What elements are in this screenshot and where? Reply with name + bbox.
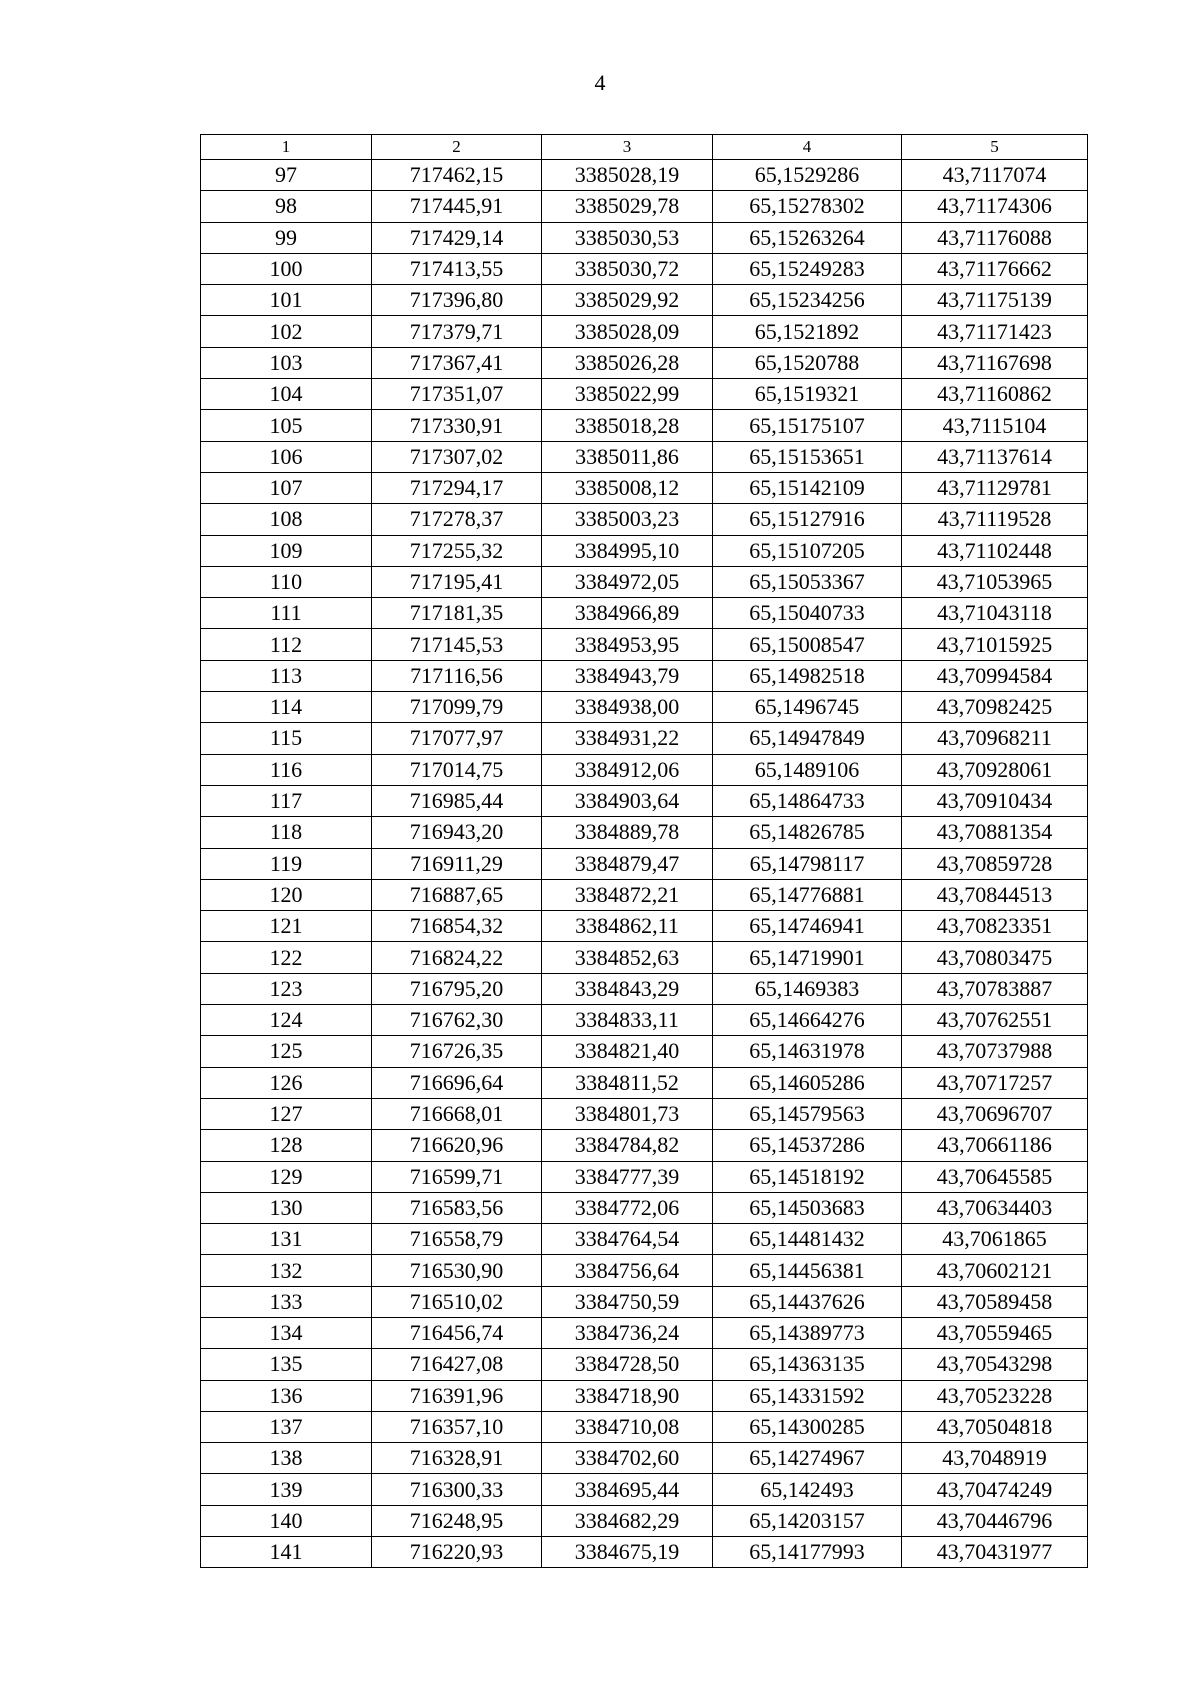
table-cell: 101: [201, 285, 372, 316]
table-cell: 65,14982518: [713, 660, 902, 691]
table-cell: 716726,35: [372, 1036, 542, 1067]
table-cell: 43,7048919: [902, 1443, 1088, 1474]
table-cell: 43,71053965: [902, 566, 1088, 597]
table-cell: 140: [201, 1505, 372, 1536]
table-cell: 118: [201, 817, 372, 848]
table-cell: 43,70523228: [902, 1380, 1088, 1411]
table-cell: 132: [201, 1255, 372, 1286]
table-cell: 43,70543298: [902, 1349, 1088, 1380]
table-row: [201, 1474, 1088, 1505]
table-cell: 3384872,21: [542, 879, 713, 910]
table-row: [201, 472, 1088, 503]
table-cell: 717294,17: [372, 472, 542, 503]
table-cell: 3384811,52: [542, 1067, 713, 1098]
table-cell: 65,14776881: [713, 879, 902, 910]
table-cell: 43,70844513: [902, 879, 1088, 910]
table-cell: 716854,32: [372, 911, 542, 942]
table-cell: 3385028,19: [542, 160, 713, 191]
table-cell: 65,14518192: [713, 1161, 902, 1192]
table-row: [201, 754, 1088, 785]
header-row: [201, 135, 1088, 160]
table-row: [201, 598, 1088, 629]
table-cell: 3384843,29: [542, 973, 713, 1004]
table-row: [201, 379, 1088, 410]
table-cell: 65,15153651: [713, 441, 902, 472]
table-cell: 112: [201, 629, 372, 660]
table-cell: 3384821,40: [542, 1036, 713, 1067]
table-cell: 3384784,82: [542, 1130, 713, 1161]
table-cell: 3385028,09: [542, 316, 713, 347]
table-cell: 65,1521892: [713, 316, 902, 347]
table-cell: 103: [201, 347, 372, 378]
table-header: [201, 135, 1088, 160]
table-row: [201, 660, 1088, 691]
table-cell: 3384718,90: [542, 1380, 713, 1411]
table-cell: 65,142493: [713, 1474, 902, 1505]
coordinates-table: [200, 134, 1088, 1568]
table-cell: 123: [201, 973, 372, 1004]
table-cell: 716583,56: [372, 1192, 542, 1223]
table-cell: 65,1489106: [713, 754, 902, 785]
table-cell: 65,14363135: [713, 1349, 902, 1380]
table-cell: 120: [201, 879, 372, 910]
table-cell: 43,71171423: [902, 316, 1088, 347]
table-cell: 716558,79: [372, 1224, 542, 1255]
table-row: [201, 222, 1088, 253]
table-cell: 3384879,47: [542, 848, 713, 879]
table-cell: 99: [201, 222, 372, 253]
table-row: [201, 1255, 1088, 1286]
table-cell: 43,71176088: [902, 222, 1088, 253]
table-row: [201, 973, 1088, 1004]
table-cell: 43,71167698: [902, 347, 1088, 378]
table-cell: 65,14605286: [713, 1067, 902, 1098]
table-row: [201, 191, 1088, 222]
table-cell: 65,14437626: [713, 1286, 902, 1317]
table-row: [201, 566, 1088, 597]
table-cell: 43,70474249: [902, 1474, 1088, 1505]
table-cell: 716530,90: [372, 1255, 542, 1286]
table-cell: 43,71175139: [902, 285, 1088, 316]
table-cell: 102: [201, 316, 372, 347]
table-cell: 3385018,28: [542, 410, 713, 441]
table-cell: 3384852,63: [542, 942, 713, 973]
table-body: [201, 160, 1088, 1568]
table-cell: 65,14798117: [713, 848, 902, 879]
table-cell: 716300,33: [372, 1474, 542, 1505]
table-cell: 717181,35: [372, 598, 542, 629]
table-cell: 65,14631978: [713, 1036, 902, 1067]
table-cell: 43,71174306: [902, 191, 1088, 222]
table-cell: 3384801,73: [542, 1098, 713, 1129]
table-cell: 65,14331592: [713, 1380, 902, 1411]
table-cell: 3384903,64: [542, 785, 713, 816]
table-cell: 3385030,53: [542, 222, 713, 253]
table-cell: 3384953,95: [542, 629, 713, 660]
column-header: 5: [902, 135, 1088, 160]
table-cell: 65,15234256: [713, 285, 902, 316]
table-cell: 43,70661186: [902, 1130, 1088, 1161]
table-cell: 716510,02: [372, 1286, 542, 1317]
table-row: [201, 1005, 1088, 1036]
table-cell: 3385029,78: [542, 191, 713, 222]
table-cell: 43,71160862: [902, 379, 1088, 410]
table-cell: 43,71176662: [902, 253, 1088, 284]
table-row: [201, 160, 1088, 191]
table-cell: 65,14664276: [713, 1005, 902, 1036]
table-cell: 716220,93: [372, 1537, 542, 1568]
table-cell: 3384750,59: [542, 1286, 713, 1317]
table-cell: 65,14579563: [713, 1098, 902, 1129]
table-cell: 3385003,23: [542, 504, 713, 535]
table-row: [201, 1130, 1088, 1161]
table-cell: 3384889,78: [542, 817, 713, 848]
table-cell: 65,15008547: [713, 629, 902, 660]
table-cell: 65,14864733: [713, 785, 902, 816]
table-cell: 3385011,86: [542, 441, 713, 472]
table-row: [201, 253, 1088, 284]
column-header: 3: [542, 135, 713, 160]
table-cell: 3384931,22: [542, 723, 713, 754]
table-cell: 3384777,39: [542, 1161, 713, 1192]
table-row: [201, 410, 1088, 441]
table-cell: 113: [201, 660, 372, 691]
table-row: [201, 942, 1088, 973]
table-cell: 100: [201, 253, 372, 284]
table-cell: 716357,10: [372, 1411, 542, 1442]
table-cell: 128: [201, 1130, 372, 1161]
table-cell: 43,70737988: [902, 1036, 1088, 1067]
table-cell: 716824,22: [372, 942, 542, 973]
table-cell: 43,7115104: [902, 410, 1088, 441]
table-cell: 717278,37: [372, 504, 542, 535]
table-cell: 43,70696707: [902, 1098, 1088, 1129]
table-row: [201, 1317, 1088, 1348]
table-cell: 65,14300285: [713, 1411, 902, 1442]
table-cell: 716696,64: [372, 1067, 542, 1098]
table-cell: 3384938,00: [542, 692, 713, 723]
table-cell: 3384833,11: [542, 1005, 713, 1036]
table-row: [201, 316, 1088, 347]
table-cell: 717255,32: [372, 535, 542, 566]
table-cell: 3385030,72: [542, 253, 713, 284]
table-row: [201, 1505, 1088, 1536]
table-cell: 116: [201, 754, 372, 785]
table-cell: 717145,53: [372, 629, 542, 660]
table-cell: 716328,91: [372, 1443, 542, 1474]
table-row: [201, 848, 1088, 879]
table-row: [201, 285, 1088, 316]
table-cell: 717429,14: [372, 222, 542, 253]
table-cell: 43,70910434: [902, 785, 1088, 816]
column-header: 1: [201, 135, 372, 160]
table-cell: 65,14746941: [713, 911, 902, 942]
table-cell: 3384682,29: [542, 1505, 713, 1536]
table-cell: 98: [201, 191, 372, 222]
table-cell: 139: [201, 1474, 372, 1505]
table-cell: 717462,15: [372, 160, 542, 191]
table-cell: 65,14389773: [713, 1317, 902, 1348]
table-cell: 716456,74: [372, 1317, 542, 1348]
table-row: [201, 1192, 1088, 1223]
table-cell: 43,70823351: [902, 911, 1088, 942]
table-cell: 65,1520788: [713, 347, 902, 378]
table-cell: 3384764,54: [542, 1224, 713, 1255]
table-cell: 137: [201, 1411, 372, 1442]
table-row: [201, 1161, 1088, 1192]
table-cell: 65,15040733: [713, 598, 902, 629]
table-cell: 110: [201, 566, 372, 597]
table-row: [201, 879, 1088, 910]
table-cell: 3384966,89: [542, 598, 713, 629]
table-cell: 43,71137614: [902, 441, 1088, 472]
table-cell: 3384772,06: [542, 1192, 713, 1223]
table-cell: 716427,08: [372, 1349, 542, 1380]
table-row: [201, 1067, 1088, 1098]
table-cell: 717195,41: [372, 566, 542, 597]
table-cell: 65,1529286: [713, 160, 902, 191]
table-row: [201, 785, 1088, 816]
table-cell: 716887,65: [372, 879, 542, 910]
table-cell: 3385022,99: [542, 379, 713, 410]
table-cell: 3385026,28: [542, 347, 713, 378]
table-cell: 122: [201, 942, 372, 973]
table-cell: 3384756,64: [542, 1255, 713, 1286]
table-cell: 43,70589458: [902, 1286, 1088, 1317]
table-cell: 43,70504818: [902, 1411, 1088, 1442]
table-row: [201, 1411, 1088, 1442]
table-cell: 134: [201, 1317, 372, 1348]
table-cell: 117: [201, 785, 372, 816]
table-cell: 43,71043118: [902, 598, 1088, 629]
table-cell: 43,70634403: [902, 1192, 1088, 1223]
table-cell: 43,71015925: [902, 629, 1088, 660]
table-cell: 65,14203157: [713, 1505, 902, 1536]
table-cell: 131: [201, 1224, 372, 1255]
table-cell: 65,15249283: [713, 253, 902, 284]
table-cell: 3384695,44: [542, 1474, 713, 1505]
table-row: [201, 692, 1088, 723]
table-row: [201, 504, 1088, 535]
table-cell: 65,14826785: [713, 817, 902, 848]
table-row: [201, 1380, 1088, 1411]
table-cell: 3384702,60: [542, 1443, 713, 1474]
table-cell: 129: [201, 1161, 372, 1192]
table-cell: 3384943,79: [542, 660, 713, 691]
table-cell: 43,7117074: [902, 160, 1088, 191]
table-cell: 65,15107205: [713, 535, 902, 566]
table-row: [201, 629, 1088, 660]
table-cell: 97: [201, 160, 372, 191]
table-cell: 43,70762551: [902, 1005, 1088, 1036]
table-cell: 716985,44: [372, 785, 542, 816]
table-cell: 43,70859728: [902, 848, 1088, 879]
table-cell: 3384728,50: [542, 1349, 713, 1380]
table-cell: 717351,07: [372, 379, 542, 410]
table-cell: 108: [201, 504, 372, 535]
table-cell: 65,15278302: [713, 191, 902, 222]
table-cell: 65,14719901: [713, 942, 902, 973]
table-cell: 65,14274967: [713, 1443, 902, 1474]
table-cell: 716795,20: [372, 973, 542, 1004]
table-row: [201, 1036, 1088, 1067]
table-cell: 717330,91: [372, 410, 542, 441]
table-cell: 716911,29: [372, 848, 542, 879]
table-cell: 716620,96: [372, 1130, 542, 1161]
table-cell: 105: [201, 410, 372, 441]
table-cell: 65,14456381: [713, 1255, 902, 1286]
table-cell: 717367,41: [372, 347, 542, 378]
table-cell: 65,14481432: [713, 1224, 902, 1255]
table-cell: 716762,30: [372, 1005, 542, 1036]
table-cell: 717077,97: [372, 723, 542, 754]
table-cell: 65,15142109: [713, 472, 902, 503]
table-cell: 119: [201, 848, 372, 879]
table-cell: 717116,56: [372, 660, 542, 691]
table-cell: 3384710,08: [542, 1411, 713, 1442]
table-cell: 3385008,12: [542, 472, 713, 503]
table-cell: 43,70446796: [902, 1505, 1088, 1536]
table-cell: 111: [201, 598, 372, 629]
table-cell: 43,71119528: [902, 504, 1088, 535]
page-number: 4: [594, 70, 606, 95]
table-cell: 65,14947849: [713, 723, 902, 754]
table-cell: 3384912,06: [542, 754, 713, 785]
table-cell: 717445,91: [372, 191, 542, 222]
table-cell: 65,1496745: [713, 692, 902, 723]
table-cell: 43,70783887: [902, 973, 1088, 1004]
table-cell: 43,70559465: [902, 1317, 1088, 1348]
column-header: 2: [372, 135, 542, 160]
table-row: [201, 347, 1088, 378]
table-cell: 125: [201, 1036, 372, 1067]
table-cell: 43,70803475: [902, 942, 1088, 973]
table-cell: 43,7061865: [902, 1224, 1088, 1255]
table-cell: 717014,75: [372, 754, 542, 785]
table-row: [201, 1537, 1088, 1568]
table-cell: 107: [201, 472, 372, 503]
table-row: [201, 1443, 1088, 1474]
table-cell: 109: [201, 535, 372, 566]
table-cell: 3384675,19: [542, 1537, 713, 1568]
table-cell: 141: [201, 1537, 372, 1568]
table-cell: 104: [201, 379, 372, 410]
table-cell: 126: [201, 1067, 372, 1098]
table-cell: 65,1519321: [713, 379, 902, 410]
table-cell: 65,15127916: [713, 504, 902, 535]
table-cell: 43,70431977: [902, 1537, 1088, 1568]
table-cell: 133: [201, 1286, 372, 1317]
table-cell: 3384972,05: [542, 566, 713, 597]
table-cell: 716248,95: [372, 1505, 542, 1536]
table-cell: 43,70717257: [902, 1067, 1088, 1098]
table-cell: 716391,96: [372, 1380, 542, 1411]
table-cell: 130: [201, 1192, 372, 1223]
table-cell: 65,1469383: [713, 973, 902, 1004]
table-cell: 106: [201, 441, 372, 472]
table-cell: 43,70982425: [902, 692, 1088, 723]
table-cell: 65,14503683: [713, 1192, 902, 1223]
table-cell: 43,70928061: [902, 754, 1088, 785]
table-cell: 3385029,92: [542, 285, 713, 316]
table-cell: 115: [201, 723, 372, 754]
table-cell: 138: [201, 1443, 372, 1474]
table-cell: 43,70968211: [902, 723, 1088, 754]
table-cell: 135: [201, 1349, 372, 1380]
table-cell: 717099,79: [372, 692, 542, 723]
table-cell: 121: [201, 911, 372, 942]
table-cell: 3384995,10: [542, 535, 713, 566]
table-cell: 3384736,24: [542, 1317, 713, 1348]
table-row: [201, 535, 1088, 566]
table-cell: 716943,20: [372, 817, 542, 848]
table-cell: 65,15263264: [713, 222, 902, 253]
table-cell: 716668,01: [372, 1098, 542, 1129]
table-cell: 124: [201, 1005, 372, 1036]
table-cell: 43,70994584: [902, 660, 1088, 691]
table-cell: 43,70881354: [902, 817, 1088, 848]
table-cell: 127: [201, 1098, 372, 1129]
column-header: 4: [713, 135, 902, 160]
table-row: [201, 1098, 1088, 1129]
table-row: [201, 911, 1088, 942]
table-cell: 717379,71: [372, 316, 542, 347]
table-cell: 65,15175107: [713, 410, 902, 441]
table-cell: 716599,71: [372, 1161, 542, 1192]
table-cell: 717413,55: [372, 253, 542, 284]
table-cell: 717396,80: [372, 285, 542, 316]
table-cell: 3384862,11: [542, 911, 713, 942]
table-cell: 43,70645585: [902, 1161, 1088, 1192]
table-cell: 717307,02: [372, 441, 542, 472]
table-cell: 43,71129781: [902, 472, 1088, 503]
table-row: [201, 723, 1088, 754]
table-cell: 65,14177993: [713, 1537, 902, 1568]
table-cell: 65,14537286: [713, 1130, 902, 1161]
table-cell: 65,15053367: [713, 566, 902, 597]
table-row: [201, 1349, 1088, 1380]
table-cell: 43,70602121: [902, 1255, 1088, 1286]
table-row: [201, 441, 1088, 472]
table-cell: 136: [201, 1380, 372, 1411]
table-row: [201, 1224, 1088, 1255]
table-row: [201, 1286, 1088, 1317]
table-row: [201, 817, 1088, 848]
table-cell: 114: [201, 692, 372, 723]
table-cell: 43,71102448: [902, 535, 1088, 566]
